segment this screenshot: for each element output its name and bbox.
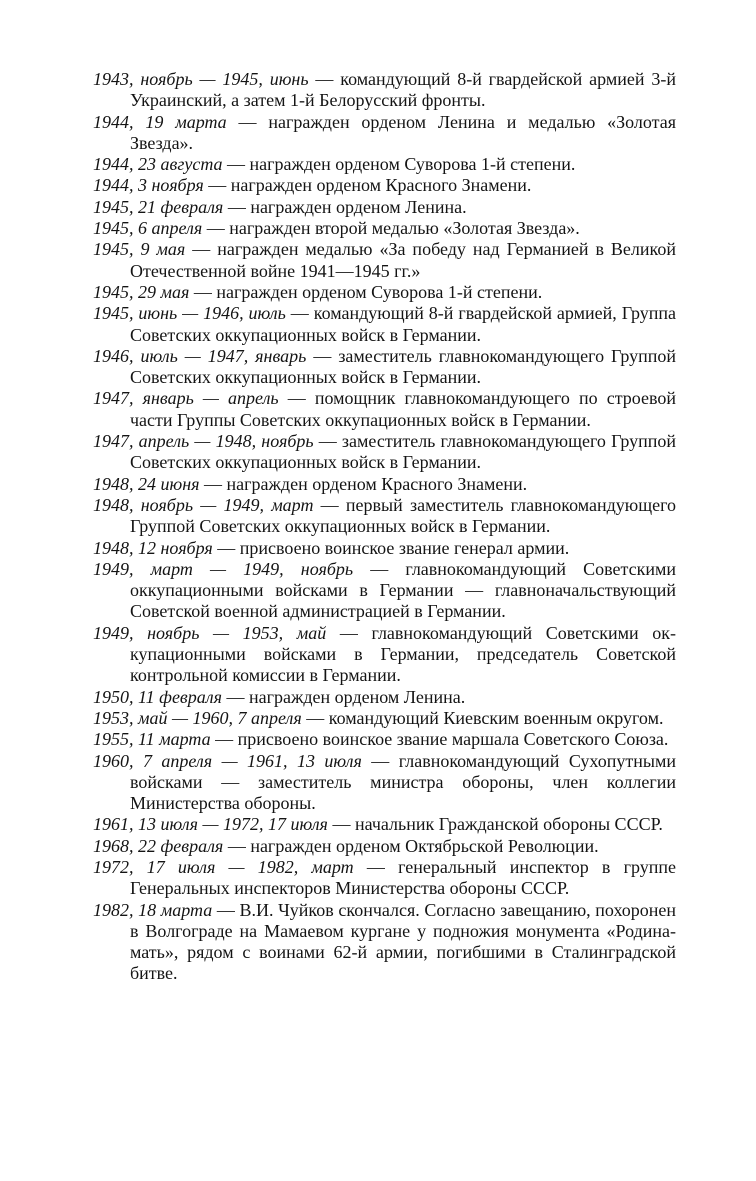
dash-separator: — (212, 899, 240, 920)
timeline-entry (93, 239, 676, 282)
timeline-entry (93, 175, 676, 196)
dash-separator: — (189, 281, 217, 302)
entry-description: награжден орденом Красного Знамени. (226, 473, 528, 494)
timeline-entry (93, 474, 676, 495)
entry-date: 1982, 18 марта (93, 899, 213, 920)
entry-date: 1947, апрель — 1948, ноябрь (93, 431, 314, 452)
entry-date: 1968, 22 февраля (93, 835, 224, 856)
entry-description: награжден орденом Ленина и медалью «Золотая Звезда». (130, 111, 676, 153)
dash-separator: — (223, 835, 251, 856)
dash-separator: — (361, 750, 399, 771)
timeline-entry (93, 218, 676, 239)
entry-date: 1944, 3 ноября (93, 175, 204, 196)
timeline-entry (93, 112, 676, 155)
dash-separator: — (202, 218, 230, 239)
timeline-entry (93, 729, 676, 750)
timeline-entry (93, 687, 676, 708)
dash-separator: — (313, 431, 342, 452)
entry-date: 1944, 19 марта (93, 111, 227, 132)
timeline-entry (93, 857, 676, 900)
entry-date: 1945, 21 февраля (93, 196, 224, 217)
timeline-entry (93, 388, 676, 431)
entry-description: командующий Киевским военным округом. (328, 707, 664, 728)
dash-separator: — (326, 622, 372, 643)
timeline-entry (93, 751, 676, 815)
dash-separator: — (313, 494, 346, 515)
entry-date: 1943, ноябрь — 1945, июнь (93, 69, 309, 89)
timeline-entry (93, 431, 676, 474)
dash-separator: — (203, 175, 231, 196)
timeline-entry (93, 346, 676, 389)
timeline-entry (93, 495, 676, 538)
entry-date: 1950, 11 февраля (93, 686, 222, 707)
entry-date: 1972, 17 июля — 1982, март (93, 856, 354, 877)
entry-date: 1953, май — 1960, 7 апреля (93, 707, 302, 728)
timeline-entry (93, 623, 676, 687)
entry-description: награжден орденом Октябрьской Революции. (250, 835, 599, 856)
dash-separator: — (199, 473, 227, 494)
entry-description: награжден орденом Суворова 1-й степени. (249, 154, 576, 175)
entry-description: награжден медалью «За победу над Германией в Великой Отечественной войне 1941—1945 гг.» (130, 239, 677, 281)
dash-separator: — (306, 345, 339, 366)
dash-separator: — (308, 69, 341, 89)
dash-separator: — (278, 388, 315, 409)
entry-date: 1945, 9 мая (93, 239, 186, 260)
dash-separator: — (353, 558, 406, 579)
timeline-entry (93, 900, 676, 985)
entry-description: награжден второй медалью «Золотая Звезда». (229, 218, 580, 239)
entry-description: командующий 8-й гвардейской армией 3-й Украинский, а затем 1-й Белорусский фронты. (130, 69, 676, 111)
timeline-entry (93, 197, 676, 218)
entry-description: генеральный инспектор в группе Генеральных инспекторов Министерства обороны СССР. (130, 856, 677, 899)
entry-date: 1948, ноябрь — 1949, март (93, 494, 314, 515)
entry-date: 1946, июль — 1947, январь (93, 345, 307, 366)
dash-separator: — (210, 729, 238, 750)
entry-date: 1948, 12 ноября (93, 537, 213, 558)
timeline-entry (93, 154, 676, 175)
entry-description: присвоено воинское звание генерал армии. (239, 537, 570, 558)
dash-separator: — (222, 154, 250, 175)
entry-description: награжден орденом Красного Знамени. (230, 175, 532, 196)
entry-date: 1945, 29 мая (93, 281, 190, 302)
dash-separator: — (221, 686, 249, 707)
entry-description: В.И. Чуйков скончался. Согласно завещанию, похоронен в Волгограде на Мамаевом кургане у подножия монумента «Родина-мать», рядом с воинами 62-й армии, погибшими в Сталинградской битве. (130, 899, 677, 984)
entry-date: 1955, 11 марта (93, 729, 211, 750)
entry-description: командующий 8-й гвардейской армией, Группа Советских оккупационных войск в Германии. (130, 303, 676, 345)
entry-date: 1961, 13 июля — 1972, 17 июля (93, 814, 328, 835)
entry-date: 1945, июнь — 1946, июль (93, 303, 286, 324)
timeline-entry (93, 303, 676, 346)
timeline-entry (93, 836, 676, 857)
dash-separator: — (226, 111, 269, 132)
timeline-entry (93, 708, 676, 729)
entry-date: 1945, 6 апреля (93, 218, 203, 239)
timeline-entry (93, 69, 676, 112)
entry-date: 1944, 23 августа (93, 154, 223, 175)
timeline-entry (93, 814, 676, 835)
entry-description: главнокомандующий Советскими оккупационными войсками в Германии, председатель Советской контрольной комиссии в Германии. (130, 622, 677, 686)
timeline-entry (93, 559, 676, 623)
entry-date: 1960, 7 апреля — 1961, 13 июля (93, 750, 362, 771)
timeline-entry (93, 282, 676, 303)
entry-description: награжден орденом Ленина. (248, 686, 466, 707)
entry-description: присвоено воинское звание маршала Советского Союза. (237, 729, 669, 750)
timeline-entry (93, 538, 676, 559)
entry-description: помощник главнокомандующего по строевой части Группы Советских оккупационных войск в Германии. (130, 388, 677, 430)
entry-description: первый заместитель главнокомандующего Группой Советских оккупационных войск в Германии. (130, 494, 677, 537)
entry-date: 1947, январь — апрель (93, 388, 279, 409)
entry-description: награжден орденом Ленина. (250, 196, 467, 217)
entry-description: главнокомандующий Сухопутными войсками — заместитель министра обороны, член коллегии Министерства обороны. (130, 750, 676, 814)
dash-separator: — (185, 239, 218, 260)
entry-date: 1948, 24 июня (93, 473, 200, 494)
entry-description: награжден орденом Суворова 1-й степени. (216, 281, 543, 302)
entry-date: 1949, ноябрь — 1953, май (93, 622, 327, 643)
dash-separator: — (223, 196, 251, 217)
dash-separator: — (285, 303, 314, 324)
entry-description: заместитель главнокомандующего Группой Советских оккупационных войск в Германии. (130, 431, 676, 473)
entry-description: заместитель главнокомандующего Группой Советских оккупационных войск в Германии. (130, 345, 676, 388)
timeline-list (93, 69, 676, 985)
entry-description: начальник Гражданской обороны СССР. (354, 814, 663, 835)
entry-description: главнокомандующий Советскими оккупационными войсками в Германии — главноначальствующий Советской военной администрацией в Германии. (130, 558, 677, 622)
dash-separator: — (353, 856, 399, 877)
dash-separator: — (301, 707, 329, 728)
dash-separator: — (327, 814, 355, 835)
dash-separator: — (212, 537, 240, 558)
entry-date: 1949, март — 1949, ноябрь (93, 558, 354, 579)
